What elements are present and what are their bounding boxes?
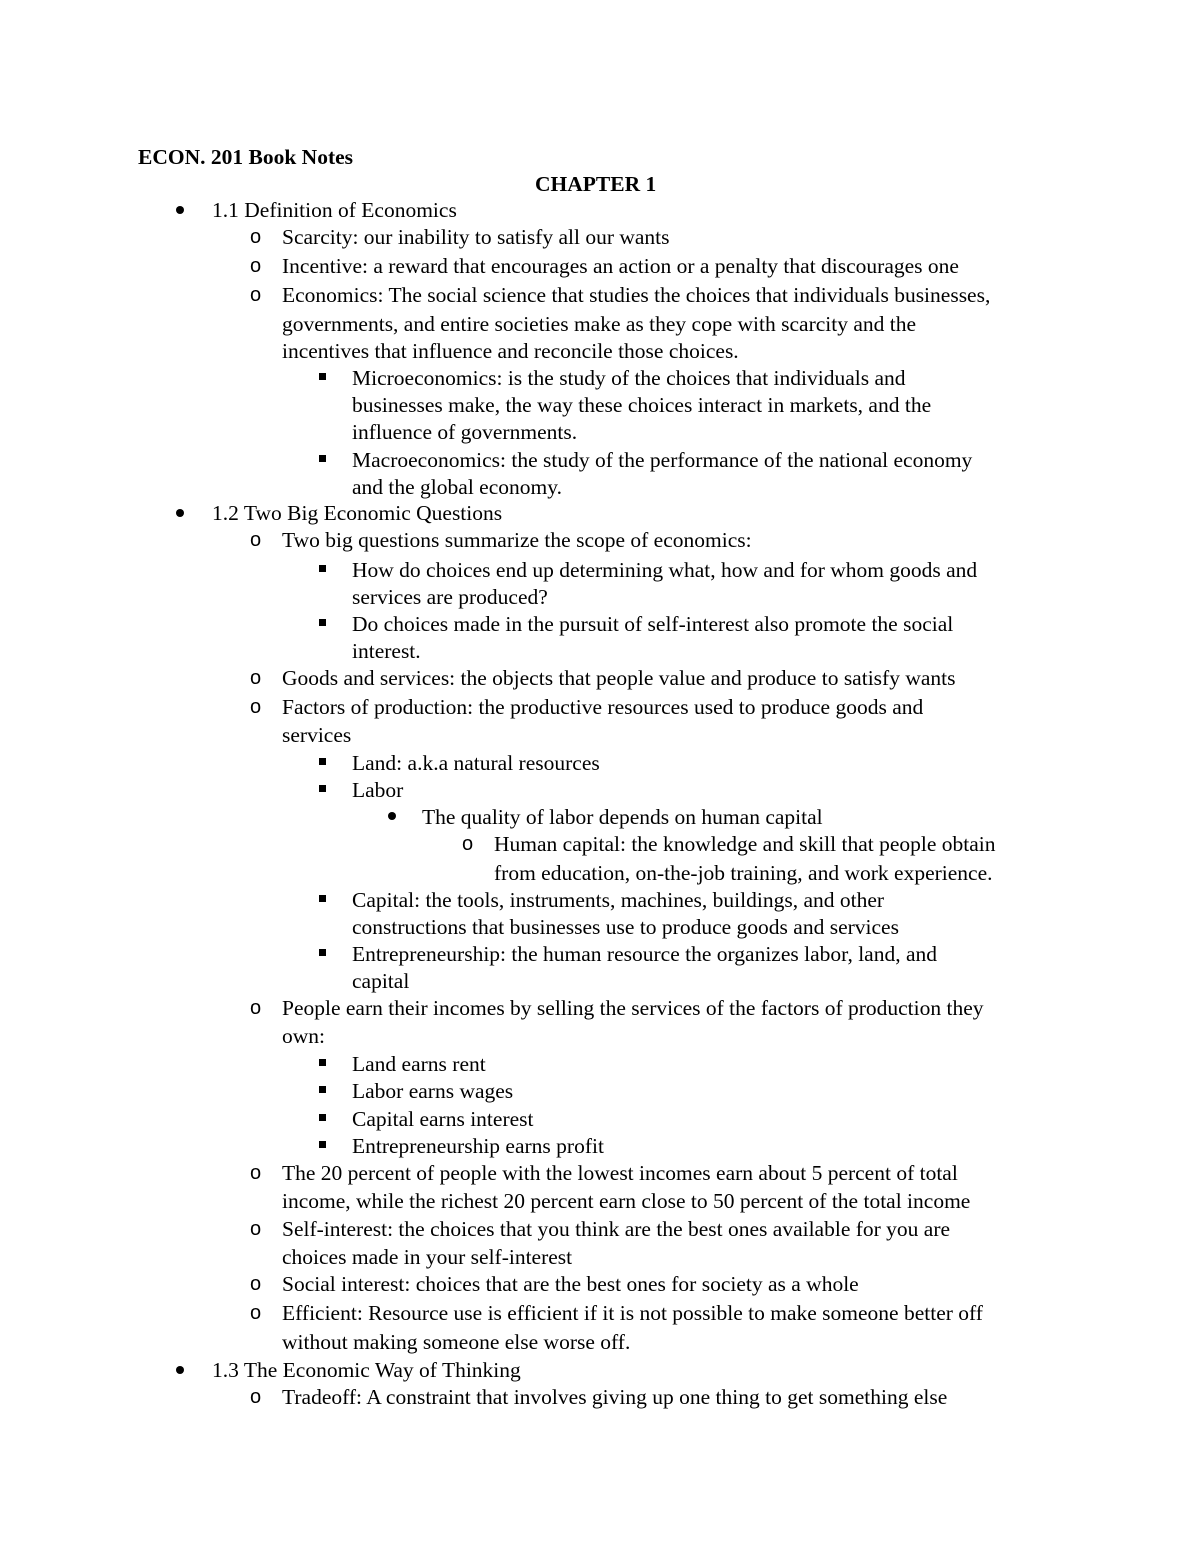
list-item-continued: services — [282, 723, 352, 747]
list-item-continued: choices made in your self-interest — [282, 1245, 573, 1269]
list-item: Social interest: choices that are the best ones for society as a whole — [282, 1272, 859, 1296]
list-item-continued: governments, and entire societies make as they cope with scarcity and the — [282, 312, 917, 336]
list-item: How do choices end up determining what, how and for whom goods and — [352, 558, 978, 582]
bullet-dot — [388, 812, 396, 820]
list-item: Tradeoff: A constraint that involves giving up one thing to get something else — [282, 1385, 948, 1409]
list-item: Two big questions summarize the scope of economics: — [282, 528, 752, 552]
list-item: Microeconomics: is the study of the choices that individuals and — [352, 366, 906, 390]
bullet-square — [319, 1086, 326, 1093]
list-item: People earn their incomes by selling the services of the factors of production they — [282, 996, 984, 1020]
chapter-heading: CHAPTER 1 — [535, 172, 657, 196]
list-item-continued: capital — [352, 969, 410, 993]
list-item: The 20 percent of people with the lowest incomes earn about 5 percent of total — [282, 1161, 958, 1185]
section-heading: 1.1 Definition of Economics — [212, 198, 457, 222]
section-heading: 1.3 The Economic Way of Thinking — [212, 1358, 521, 1382]
bullet-dot — [176, 1366, 184, 1374]
list-item: Efficient: Resource use is efficient if it is not possible to make someone better off — [282, 1301, 983, 1325]
bullet-square — [319, 565, 326, 572]
bullet-circle: o — [250, 226, 262, 248]
list-item-continued: interest. — [352, 639, 421, 663]
section-heading: 1.2 Two Big Economic Questions — [212, 501, 503, 525]
list-item: Labor — [352, 778, 404, 802]
list-item: Macroeconomics: the study of the performance of the national economy — [352, 448, 973, 472]
bullet-square — [319, 455, 326, 462]
list-item: Human capital: the knowledge and skill that people obtain — [494, 832, 996, 856]
list-item-continued: and the global economy. — [352, 475, 562, 499]
bullet-square — [319, 895, 326, 902]
bullet-square — [319, 785, 326, 792]
document-title: ECON. 201 Book Notes — [138, 145, 354, 169]
list-item-continued: income, while the richest 20 percent earn close to 50 percent of the total income — [282, 1189, 971, 1213]
list-item: Scarcity: our inability to satisfy all our wants — [282, 225, 670, 249]
list-item: Capital: the tools, instruments, machines, buildings, and other — [352, 888, 885, 912]
list-item: Land: a.k.a natural resources — [352, 751, 600, 775]
list-item: Economics: The social science that studies the choices that individuals businesses, — [282, 283, 991, 307]
list-item: Do choices made in the pursuit of self-interest also promote the social — [352, 612, 954, 636]
bullet-circle: o — [250, 667, 262, 689]
bullet-dot — [176, 206, 184, 214]
bullet-square — [319, 619, 326, 626]
list-item: Goods and services: the objects that people value and produce to satisfy wants — [282, 666, 956, 690]
list-item: The quality of labor depends on human capital — [422, 805, 823, 829]
list-item-continued: constructions that businesses use to produce goods and services — [352, 915, 899, 939]
bullet-square — [319, 1114, 326, 1121]
list-item-continued: without making someone else worse off. — [282, 1330, 631, 1354]
list-item: Incentive: a reward that encourages an action or a penalty that discourages one — [282, 254, 959, 278]
bullet-square — [319, 373, 326, 380]
list-item-continued: own: — [282, 1024, 325, 1048]
bullet-circle: o — [250, 1386, 262, 1408]
list-item: Entrepreneurship: the human resource the organizes labor, land, and — [352, 942, 938, 966]
bullet-square — [319, 949, 326, 956]
bullet-circle: o — [250, 255, 262, 277]
list-item: Self-interest: the choices that you think are the best ones available for you are — [282, 1217, 951, 1241]
bullet-circle: o — [462, 833, 474, 855]
list-item: Entrepreneurship earns profit — [352, 1134, 604, 1158]
list-item-continued: businesses make, the way these choices interact in markets, and the — [352, 393, 932, 417]
bullet-square — [319, 1059, 326, 1066]
list-item-continued: influence of governments. — [352, 420, 578, 444]
bullet-circle: o — [250, 696, 262, 718]
bullet-circle: o — [250, 1162, 262, 1184]
bullet-square — [319, 758, 326, 765]
bullet-dot — [176, 509, 184, 517]
bullet-circle: o — [250, 529, 262, 551]
list-item-continued: from education, on-the-job training, and work experience. — [494, 861, 993, 885]
list-item: Labor earns wages — [352, 1079, 514, 1103]
list-item: Land earns rent — [352, 1052, 486, 1076]
bullet-circle: o — [250, 1273, 262, 1295]
list-item-continued: services are produced? — [352, 585, 548, 609]
bullet-circle: o — [250, 284, 262, 306]
bullet-circle: o — [250, 1218, 262, 1240]
bullet-circle: o — [250, 1302, 262, 1324]
list-item: Factors of production: the productive resources used to produce goods and — [282, 695, 924, 719]
list-item: Capital earns interest — [352, 1107, 534, 1131]
bullet-circle: o — [250, 997, 262, 1019]
bullet-square — [319, 1141, 326, 1148]
list-item-continued: incentives that influence and reconcile those choices. — [282, 339, 739, 363]
